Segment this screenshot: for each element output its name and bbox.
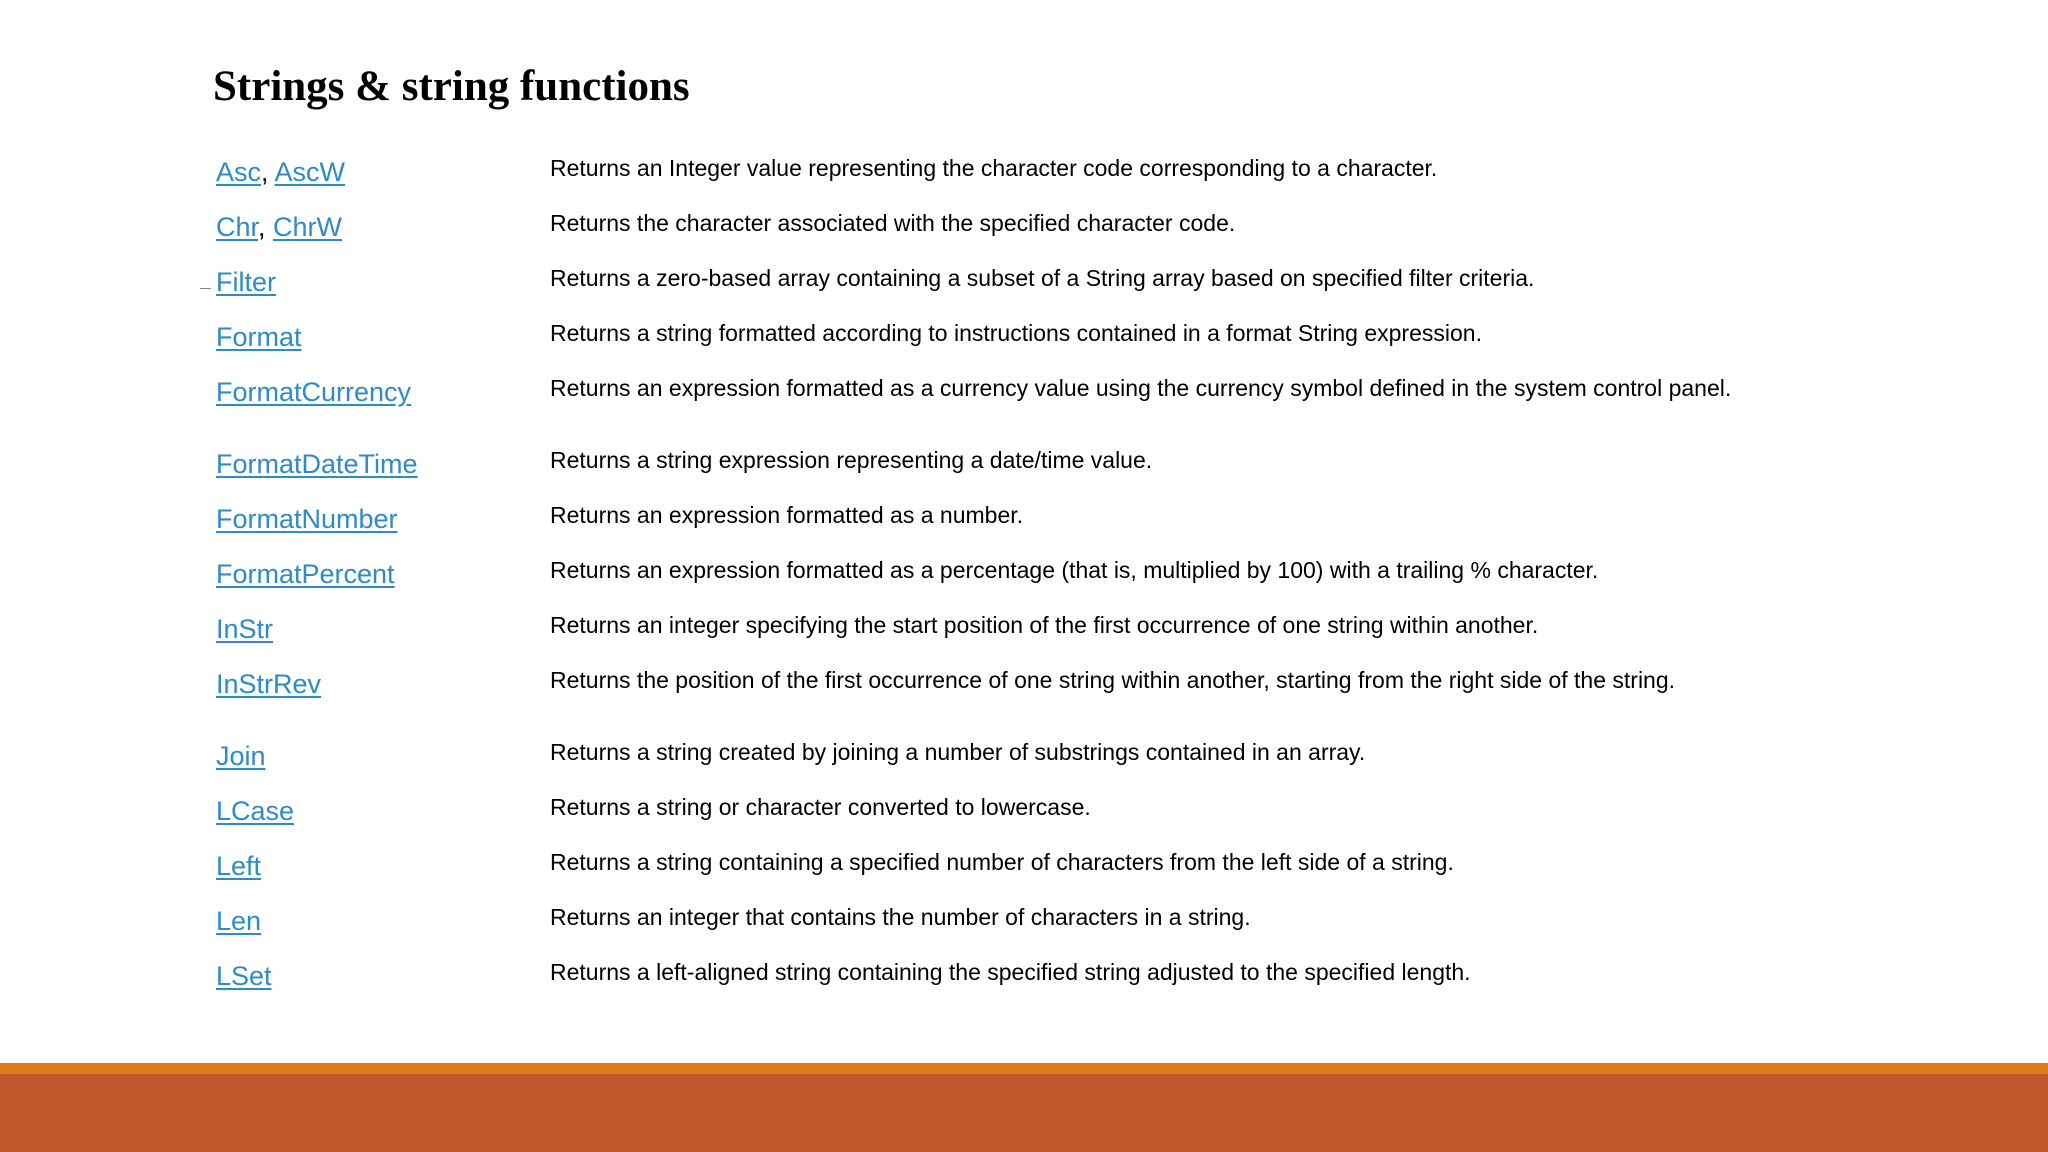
function-names xyxy=(216,157,345,188)
function-names xyxy=(216,504,398,535)
function-description: Returns a string containing a specified number of characters from the left side of a string. xyxy=(550,849,1454,875)
table-row xyxy=(216,375,2016,425)
function-link-instr[interactable]: InStr xyxy=(216,614,274,644)
function-description: Returns the character associated with the specified character code. xyxy=(550,210,1236,236)
function-description: Returns an expression formatted as a percentage (that is, multiplied by 100) with a trailing % character. xyxy=(550,557,1599,583)
function-link-left[interactable]: Left xyxy=(216,851,262,881)
function-description: Returns a zero-based array containing a subset of a String array based on specified filter criteria. xyxy=(550,265,1535,291)
table-row xyxy=(216,904,2016,954)
function-link-lcase[interactable]: LCase xyxy=(216,796,295,826)
function-link-formatpercent[interactable]: FormatPercent xyxy=(216,559,395,589)
table-row xyxy=(216,320,2016,370)
table-row xyxy=(216,667,2016,717)
function-link-len[interactable]: Len xyxy=(216,906,262,936)
function-link-asc[interactable]: Asc xyxy=(216,157,262,187)
function-link-lset[interactable]: LSet xyxy=(216,961,272,991)
footer-band xyxy=(0,1074,2048,1152)
function-names xyxy=(216,377,411,408)
function-description: Returns an integer specifying the start position of the first occurrence of one string within another. xyxy=(550,612,1539,638)
function-names xyxy=(216,267,276,298)
function-names xyxy=(216,614,273,645)
table-row xyxy=(216,849,2016,899)
table-row xyxy=(216,959,2016,1009)
table-row xyxy=(216,447,2016,497)
function-names xyxy=(216,559,395,590)
function-description: Returns an expression formatted as a number. xyxy=(550,502,1024,528)
slide-title: Strings & string functions xyxy=(213,63,690,110)
table-row xyxy=(216,612,2016,662)
function-link-chrw[interactable]: ChrW xyxy=(273,212,343,242)
function-names xyxy=(216,741,266,772)
function-description: Returns the position of the first occurrence of one string within another, starting from the right side of the string. xyxy=(550,667,1676,693)
function-names xyxy=(216,961,272,992)
bullet-dash xyxy=(200,288,211,289)
function-names xyxy=(216,669,321,700)
table-row xyxy=(216,265,2016,315)
function-link-join[interactable]: Join xyxy=(216,741,266,771)
function-names xyxy=(216,322,302,353)
function-link-ascw[interactable]: AscW xyxy=(274,157,346,187)
table-row xyxy=(216,210,2016,260)
function-link-filter[interactable]: Filter xyxy=(216,267,276,297)
function-names xyxy=(216,212,342,243)
name-separator: , xyxy=(258,212,274,242)
table-row xyxy=(216,502,2016,552)
table-row xyxy=(216,155,2016,205)
function-names xyxy=(216,851,261,882)
table-row xyxy=(216,557,2016,607)
function-description: Returns an expression formatted as a currency value using the currency symbol defined in the system control panel. xyxy=(550,375,1732,401)
function-names xyxy=(216,906,261,937)
function-description: Returns a string expression representing a date/time value. xyxy=(550,447,1153,473)
function-link-formatnumber[interactable]: FormatNumber xyxy=(216,504,398,534)
function-description: Returns an integer that contains the number of characters in a string. xyxy=(550,904,1251,930)
function-description: Returns a string formatted according to instructions contained in a format String expression. xyxy=(550,320,1482,346)
function-names xyxy=(216,796,294,827)
function-description: Returns an Integer value representing the character code corresponding to a character. xyxy=(550,155,1438,181)
table-row xyxy=(216,739,2016,789)
footer-accent-stripe xyxy=(0,1063,2048,1074)
function-description: Returns a string created by joining a number of substrings contained in an array. xyxy=(550,739,1366,765)
function-link-instrrev[interactable]: InStrRev xyxy=(216,669,322,699)
function-names xyxy=(216,449,418,480)
table-row xyxy=(216,794,2016,844)
function-description: Returns a string or character converted to lowercase. xyxy=(550,794,1091,820)
function-link-formatdatetime[interactable]: FormatDateTime xyxy=(216,449,418,479)
function-link-formatcurrency[interactable]: FormatCurrency xyxy=(216,377,412,407)
function-link-chr[interactable]: Chr xyxy=(216,212,259,242)
function-link-format[interactable]: Format xyxy=(216,322,302,352)
function-description: Returns a left-aligned string containing the specified string adjusted to the specified length. xyxy=(550,959,1471,985)
name-separator: , xyxy=(261,157,275,187)
